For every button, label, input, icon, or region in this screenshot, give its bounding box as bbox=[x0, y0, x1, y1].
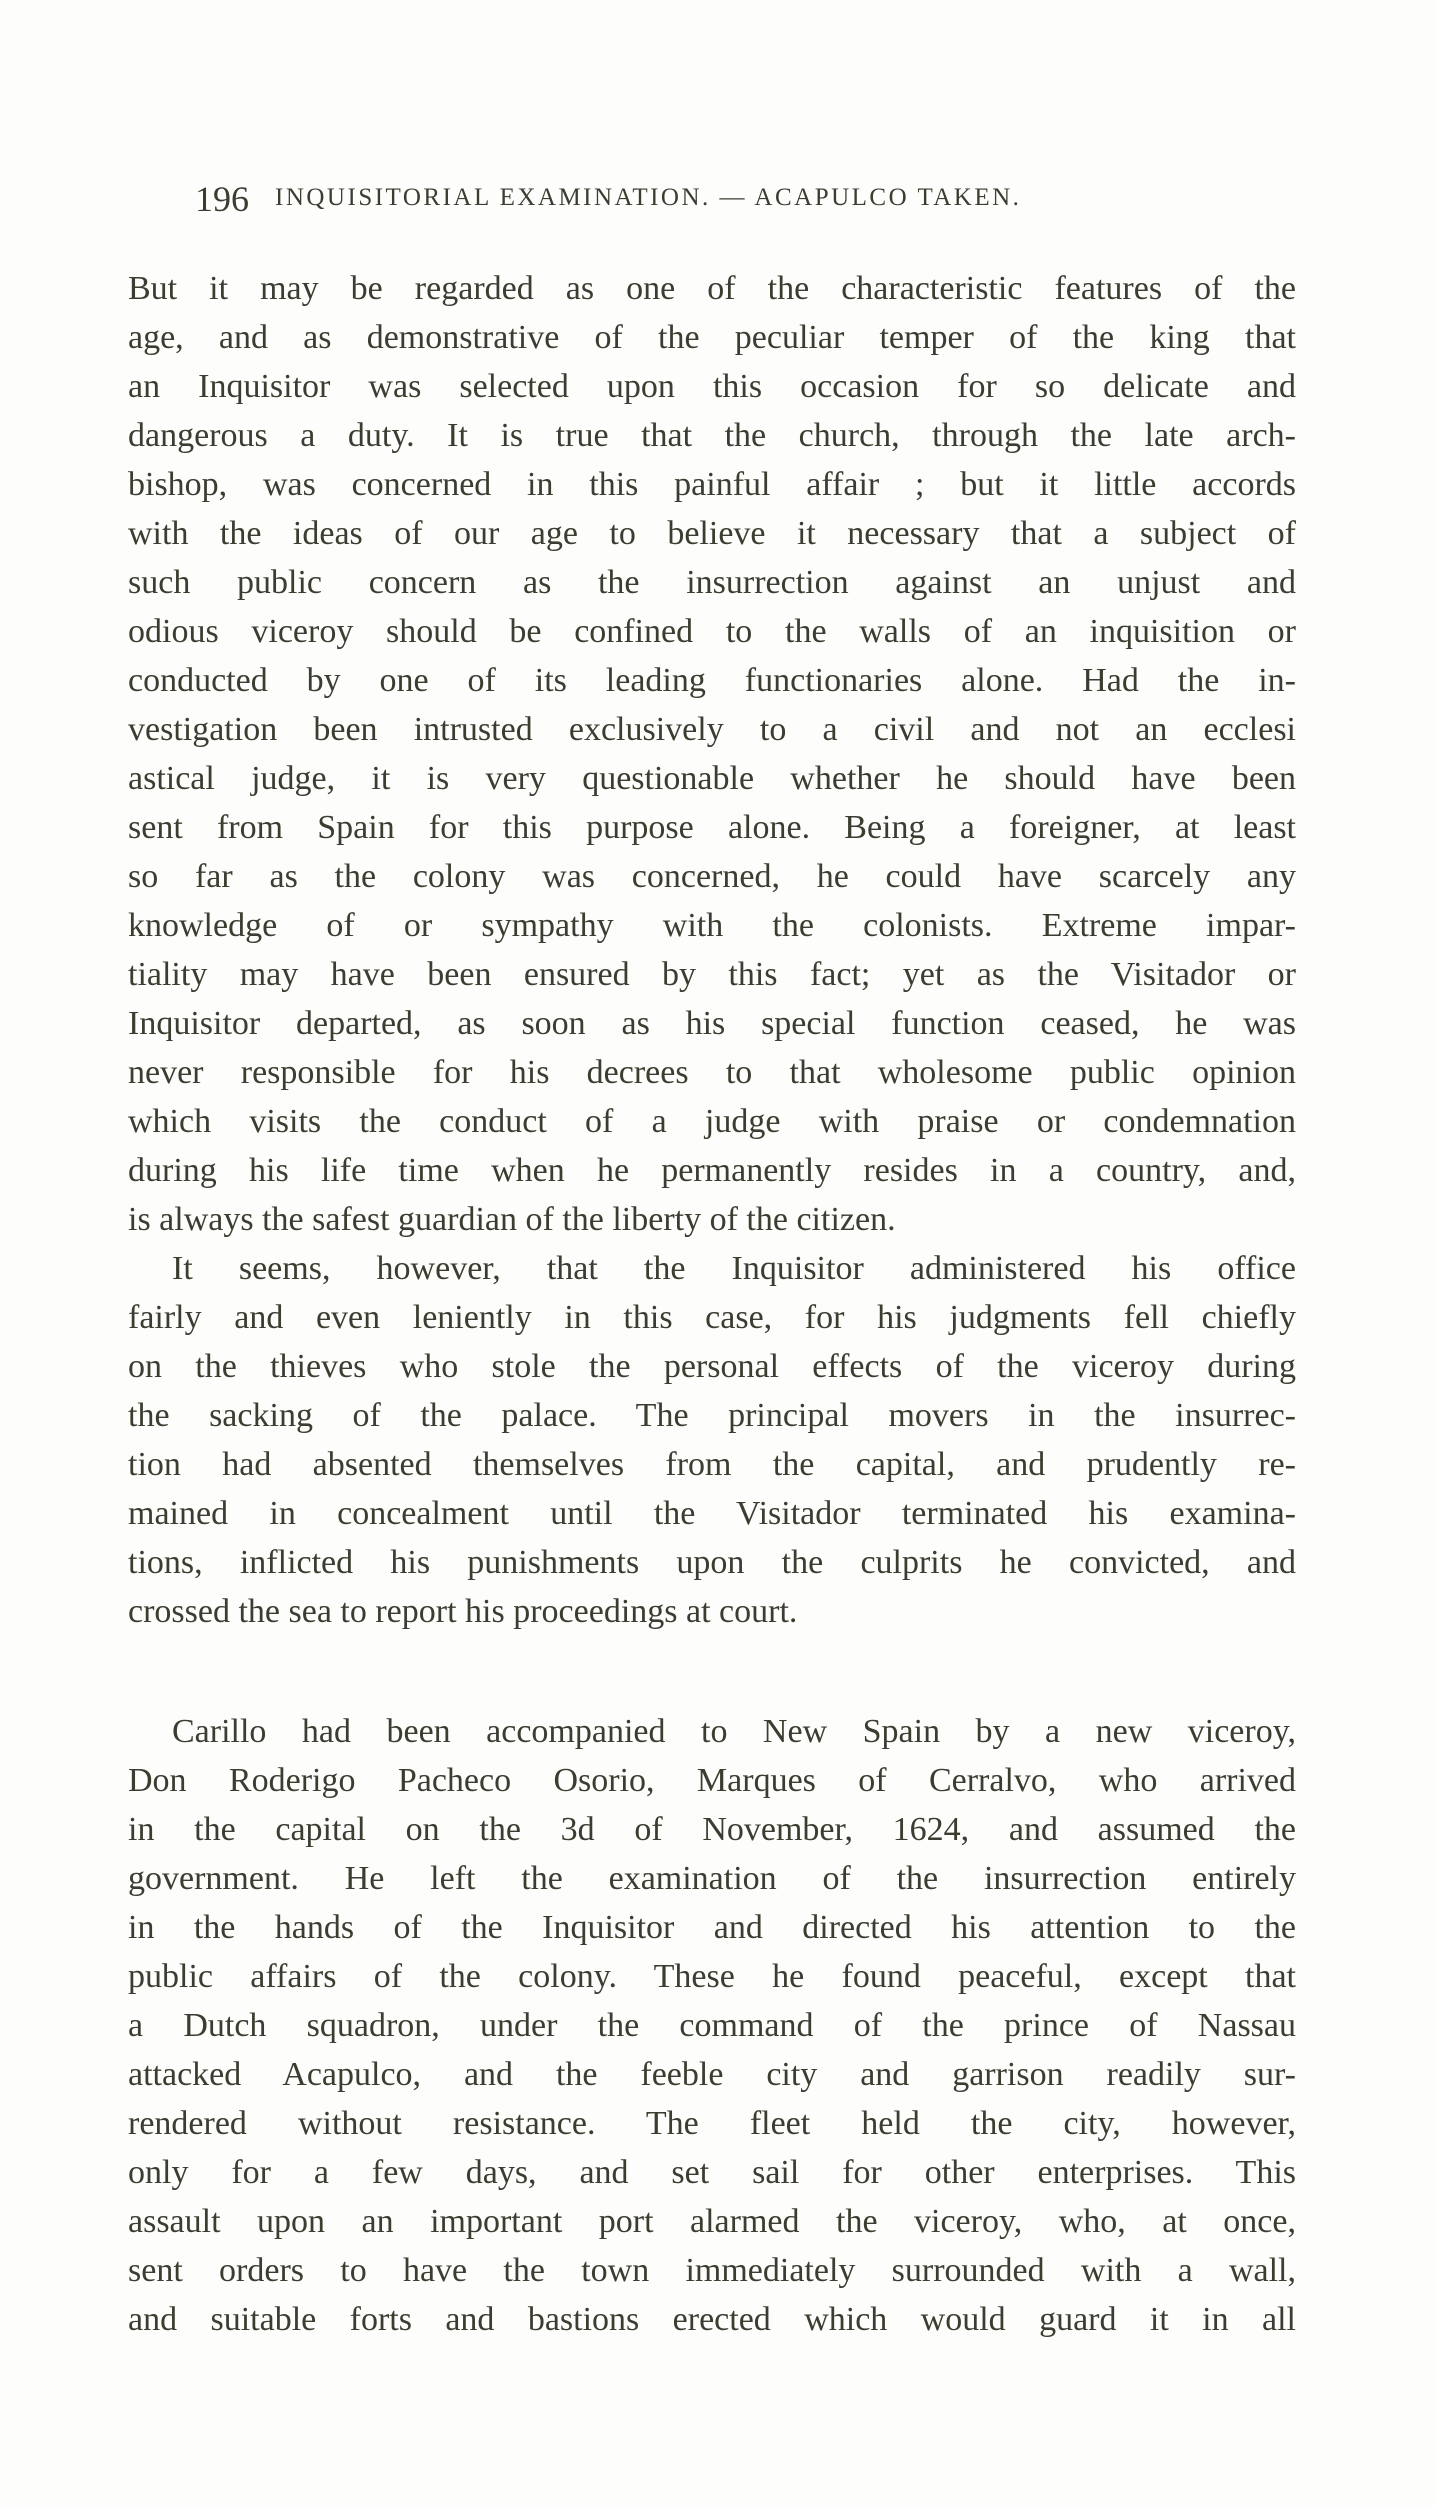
text-line: knowledge of or sympathy with the colonists. Extreme impar- bbox=[128, 907, 1296, 944]
text-line: during his life time when he permanently resides in a country, and, bbox=[128, 1152, 1296, 1189]
text-line: odious viceroy should be confined to the walls of an inquisition or bbox=[128, 613, 1296, 650]
text-line: is always the safest guardian of the liberty of the citizen. bbox=[128, 1201, 896, 1238]
text-line: fairly and even leniently in this case, for his judgments fell chiefly bbox=[128, 1299, 1296, 1336]
text-line: a Dutch squadron, under the command of the prince of Nassau bbox=[128, 2007, 1296, 2044]
paragraph bbox=[128, 1707, 1296, 2344]
page-header bbox=[195, 178, 1305, 224]
text-line: the sacking of the palace. The principal movers in the insurrec- bbox=[128, 1397, 1296, 1434]
paragraph bbox=[128, 264, 1296, 1244]
text-line: in the hands of the Inquisitor and directed his attention to the bbox=[128, 1909, 1296, 1946]
paragraph bbox=[128, 1244, 1296, 1636]
text-line: tiality may have been ensured by this fact; yet as the Visitador or bbox=[128, 956, 1296, 993]
text-line: crossed the sea to report his proceedings at court. bbox=[128, 1593, 798, 1630]
text-line: But it may be regarded as one of the characteristic features of the bbox=[128, 270, 1296, 307]
body-text-upper bbox=[128, 264, 1296, 1636]
text-line: government. He left the examination of the insurrection entirely bbox=[128, 1860, 1296, 1897]
text-line: Inquisitor departed, as soon as his special function ceased, he was bbox=[128, 1005, 1296, 1042]
text-line: assault upon an important port alarmed the viceroy, who, at once, bbox=[128, 2203, 1296, 2240]
running-title: INQUISITORIAL EXAMINATION. — ACAPULCO TAKEN. bbox=[275, 184, 1022, 211]
page-number: 196 bbox=[195, 179, 249, 219]
text-line: mained in concealment until the Visitador terminated his examina- bbox=[128, 1495, 1296, 1532]
text-line: dangerous a duty. It is true that the church, through the late arch- bbox=[128, 417, 1296, 454]
text-line: Don Roderigo Pacheco Osorio, Marques of Cerralvo, who arrived bbox=[128, 1762, 1296, 1799]
text-line: attacked Acapulco, and the feeble city and garrison readily sur- bbox=[128, 2056, 1296, 2093]
text-line: conducted by one of its leading functionaries alone. Had the in- bbox=[128, 662, 1296, 699]
text-line: with the ideas of our age to believe it necessary that a subject of bbox=[128, 515, 1296, 552]
text-line: so far as the colony was concerned, he could have scarcely any bbox=[128, 858, 1296, 895]
text-line: sent from Spain for this purpose alone. Being a foreigner, at least bbox=[128, 809, 1296, 846]
text-line: Carillo had been accompanied to New Spain by a new viceroy, bbox=[172, 1713, 1296, 1750]
text-line: sent orders to have the town immediately surrounded with a wall, bbox=[128, 2252, 1296, 2289]
body-text-lower bbox=[128, 1707, 1296, 2344]
text-line: age, and as demonstrative of the peculiar temper of the king that bbox=[128, 319, 1296, 356]
text-line: and suitable forts and bastions erected which would guard it in all bbox=[128, 2301, 1296, 2338]
text-line: in the capital on the 3d of November, 1624, and assumed the bbox=[128, 1811, 1296, 1848]
text-line: an Inquisitor was selected upon this occasion for so delicate and bbox=[128, 368, 1296, 405]
text-line: bishop, was concerned in this painful affair ; but it little accords bbox=[128, 466, 1296, 503]
text-line: vestigation been intrusted exclusively to a civil and not an ecclesi bbox=[128, 711, 1296, 748]
text-line: It seems, however, that the Inquisitor administered his office bbox=[172, 1250, 1296, 1287]
text-line: tion had absented themselves from the capital, and prudently re- bbox=[128, 1446, 1296, 1483]
text-line: only for a few days, and set sail for other enterprises. This bbox=[128, 2154, 1296, 2191]
text-line: public affairs of the colony. These he found peaceful, except that bbox=[128, 1958, 1296, 1995]
text-line: such public concern as the insurrection against an unjust and bbox=[128, 564, 1296, 601]
text-line: never responsible for his decrees to that wholesome public opinion bbox=[128, 1054, 1296, 1091]
text-line: rendered without resistance. The fleet held the city, however, bbox=[128, 2105, 1296, 2142]
text-line: on the thieves who stole the personal effects of the viceroy during bbox=[128, 1348, 1296, 1385]
text-line: tions, inflicted his punishments upon the culprits he convicted, and bbox=[128, 1544, 1296, 1581]
text-line: which visits the conduct of a judge with praise or condemnation bbox=[128, 1103, 1296, 1140]
text-line: astical judge, it is very questionable whether he should have been bbox=[128, 760, 1296, 797]
